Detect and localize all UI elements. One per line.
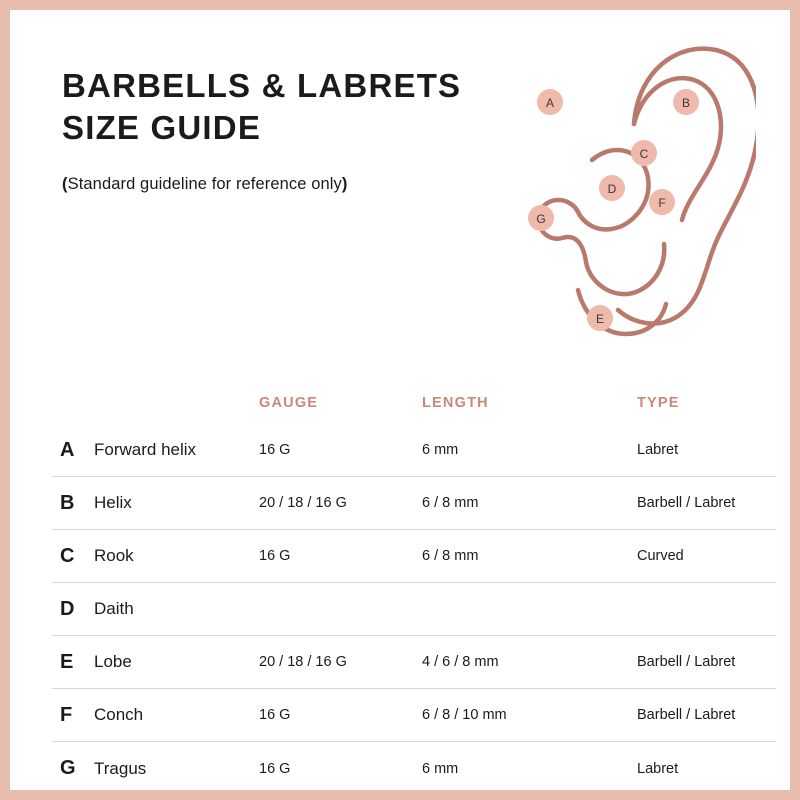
marker-B [673, 89, 699, 115]
header-type: TYPE [637, 395, 680, 411]
ear-diagram [466, 28, 756, 358]
table-row [52, 424, 776, 477]
subtitle-text: Standard guideline for reference only [67, 175, 342, 194]
marker-A-label: A [545, 96, 555, 110]
row-length: 6 / 8 / 10 mm [422, 707, 507, 723]
marker-F-label: F [658, 196, 666, 210]
row-gauge: 16 G [259, 707, 291, 723]
row-length: 6 mm [422, 760, 459, 777]
marker-E [587, 305, 613, 331]
marker-E-label: E [595, 312, 605, 326]
row-gauge: 16 G [259, 548, 291, 564]
ear-tragus-concha [539, 200, 665, 294]
marker-A [537, 89, 563, 115]
table-row [52, 636, 776, 689]
row-type: Barbell / Labret [637, 654, 736, 670]
marker-C-label: C [639, 147, 649, 161]
row-name: Rook [94, 546, 134, 565]
marker-G-label: G [536, 212, 546, 226]
table-row [52, 583, 776, 636]
row-name: Conch [94, 705, 144, 724]
row-letter: G [60, 757, 76, 779]
row-letter: A [60, 438, 75, 461]
table-row [52, 477, 776, 530]
page-title-line-1: BARBELLS & LABRETS [62, 67, 462, 104]
marker-C [631, 140, 657, 166]
marker-F [649, 189, 675, 215]
page-title-line-2: SIZE GUIDE [62, 109, 262, 147]
row-type: Labret [637, 760, 679, 777]
table-row [52, 689, 776, 742]
row-gauge: 20 / 18 / 16 G [259, 495, 347, 511]
table-row [52, 530, 776, 583]
page-subtitle [62, 175, 532, 194]
row-name: Tragus [94, 758, 147, 778]
header-gauge: GAUGE [259, 395, 319, 411]
header-length: LENGTH [422, 395, 489, 411]
row-letter: C [60, 544, 75, 567]
row-name: Helix [94, 493, 132, 512]
row-gauge: 20 / 18 / 16 G [259, 654, 347, 670]
subtitle-open-paren: ( [62, 175, 68, 194]
table-row [52, 742, 776, 795]
row-gauge: 16 G [259, 442, 291, 458]
size-guide-table [52, 382, 776, 795]
row-length: 4 / 6 / 8 mm [422, 654, 499, 670]
row-name: Daith [94, 599, 134, 618]
row-length: 6 / 8 mm [422, 548, 479, 564]
marker-D [599, 175, 625, 201]
row-name: Lobe [94, 652, 132, 671]
row-type: Curved [637, 548, 684, 564]
row-length: 6 / 8 mm [422, 495, 479, 511]
row-letter: D [60, 597, 75, 620]
row-length: 6 mm [422, 442, 459, 458]
row-type: Labret [637, 442, 679, 458]
row-letter: F [60, 703, 73, 726]
title-block [62, 65, 532, 194]
row-letter: B [60, 491, 75, 514]
row-type: Barbell / Labret [637, 707, 736, 723]
subtitle-close-paren: ) [341, 175, 348, 194]
marker-B-label: B [681, 96, 691, 110]
row-name: Forward helix [94, 440, 197, 459]
table-header-row [52, 382, 776, 424]
row-gauge: 16 G [259, 760, 291, 777]
marker-G [528, 205, 554, 231]
page-title [62, 65, 532, 149]
page-content [20, 20, 780, 780]
row-type: Barbell / Labret [637, 495, 736, 511]
row-letter: E [60, 650, 74, 673]
marker-D-label: D [607, 182, 617, 196]
